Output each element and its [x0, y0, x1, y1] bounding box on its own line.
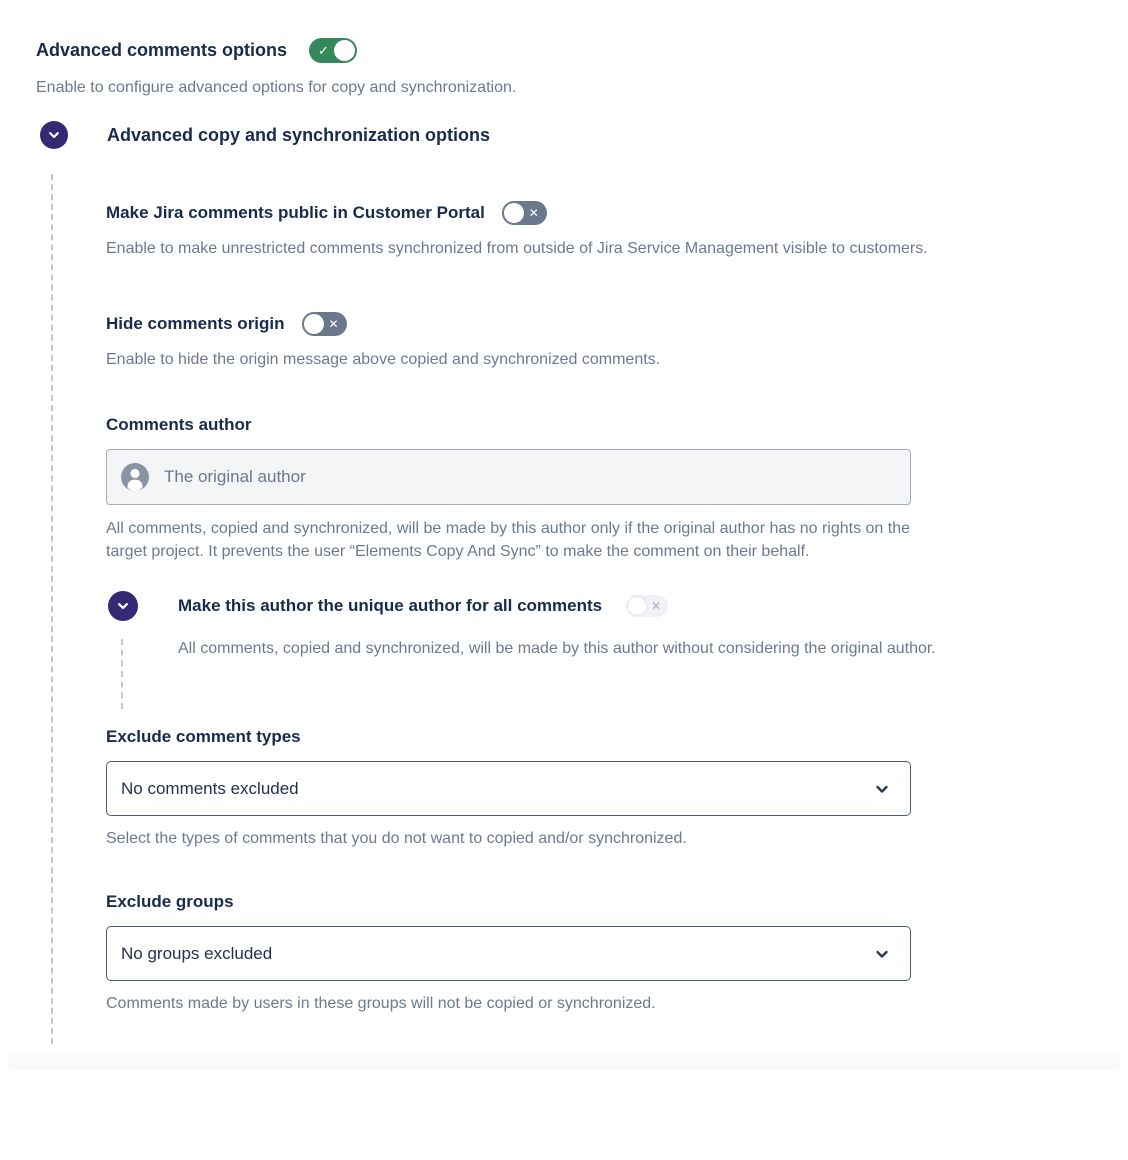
- check-icon: ✓: [318, 43, 329, 58]
- public-portal-description: Enable to make unrestricted comments synchronized from outside of Jira Service Management visible to customers.: [106, 240, 928, 257]
- section-body: [51, 174, 1128, 1044]
- exclude-groups-select[interactable]: [106, 926, 911, 981]
- advanced-comments-settings-page: [0, 38, 1128, 1160]
- toggle-knob: [304, 314, 324, 334]
- exclude-comment-types-value: No comments excluded: [121, 778, 299, 798]
- exclude-comment-types-select[interactable]: [106, 761, 911, 816]
- unique-author-toggle[interactable]: [626, 595, 668, 617]
- cross-icon: ✕: [528, 206, 539, 220]
- hide-origin-description: Enable to hide the origin message above copied and synchronized comments.: [106, 351, 661, 368]
- exclude-comment-types-help: Select the types of comments that you do not want to copied and/or synchronized.: [106, 830, 687, 847]
- chevron-down-icon: [116, 599, 130, 613]
- hide-origin-row: [106, 312, 1128, 336]
- public-portal-label: Make Jira comments public in Customer Portal: [106, 203, 485, 222]
- toggle-knob: [504, 203, 524, 223]
- comments-author-help: All comments, copied and synchronized, will be made by this author only if the original author has no rights on the target project. It prevents the user “Elements Copy And Sync” to make the comment on their behalf.: [106, 520, 910, 560]
- collapse-section-button[interactable]: [40, 121, 68, 149]
- cross-icon: ✕: [651, 599, 662, 613]
- page-subtitle: Enable to configure advanced options for copy and synchronization.: [36, 79, 517, 96]
- chevron-down-icon: [874, 781, 890, 797]
- exclude-comment-types-label: Exclude comment types: [106, 727, 301, 746]
- cross-icon: ✕: [328, 317, 339, 331]
- advanced-comments-toggle[interactable]: [309, 38, 357, 63]
- chevron-down-icon: [874, 946, 890, 962]
- exclude-groups-label: Exclude groups: [106, 892, 234, 911]
- chevron-down-icon: [47, 128, 61, 142]
- hide-origin-label: Hide comments origin: [106, 314, 285, 333]
- user-avatar-icon: [121, 463, 149, 491]
- nested-dashed-rail: [121, 639, 123, 709]
- collapse-unique-author-button[interactable]: [108, 591, 138, 621]
- footer-strip: [8, 1052, 1120, 1070]
- comments-author-value: The original author: [164, 467, 306, 486]
- comments-author-field[interactable]: [106, 449, 911, 505]
- page-title: Advanced comments options: [36, 40, 288, 60]
- section-title: Advanced copy and synchronization options: [107, 124, 491, 145]
- public-portal-toggle[interactable]: [502, 201, 547, 225]
- toggle-knob: [628, 597, 646, 615]
- exclude-groups-value: No groups excluded: [121, 943, 273, 963]
- toggle-knob: [334, 40, 355, 61]
- unique-author-description: All comments, copied and synchronized, will be made by this author without considering the original author.: [178, 640, 936, 657]
- unique-author-label: Make this author the unique author for all comments: [178, 596, 603, 615]
- exclude-groups-help: Comments made by users in these groups will not be copied or synchronized.: [106, 995, 656, 1012]
- page-header: [36, 38, 1092, 63]
- hide-origin-toggle[interactable]: [302, 312, 347, 336]
- comments-author-label: Comments author: [106, 415, 252, 434]
- unique-author-block: [106, 591, 1128, 661]
- public-portal-row: [106, 201, 1128, 225]
- section-header: [40, 121, 1092, 149]
